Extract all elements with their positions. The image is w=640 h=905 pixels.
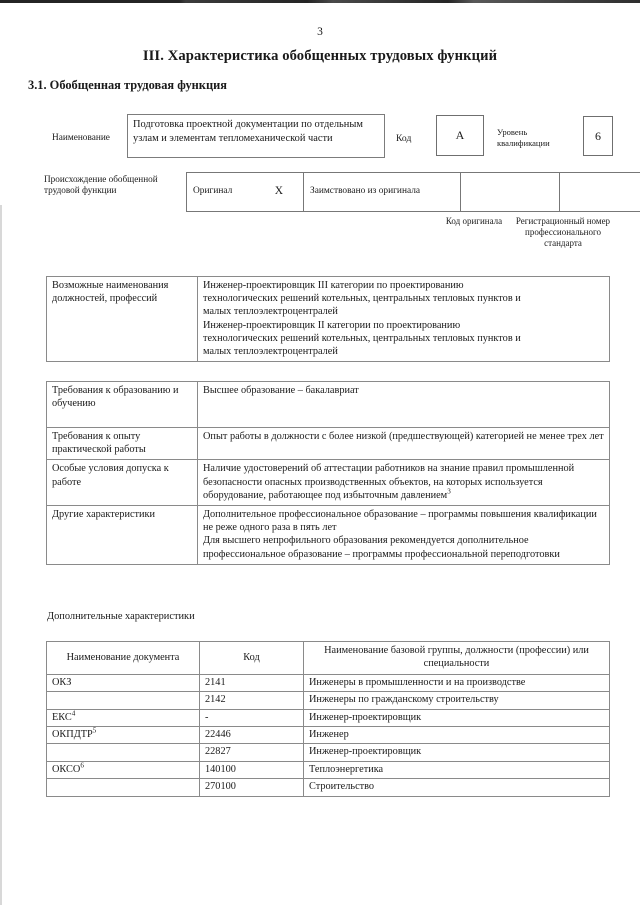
document-name: ЕКС	[52, 711, 72, 723]
cell-document	[47, 761, 200, 778]
cell-code: 2142	[200, 692, 304, 709]
footnote-marker: 3	[447, 487, 451, 496]
education-label: Требования к образованию и обучению	[47, 382, 198, 428]
cell-code: 270100	[200, 779, 304, 796]
table-row	[47, 277, 610, 362]
page-title: III. Характеристика обобщенных трудовых функций	[142, 48, 498, 64]
cell-code: 22446	[200, 727, 304, 744]
additional-characteristics-title: Дополнительные характеристики	[47, 611, 195, 622]
cell-document	[47, 692, 200, 709]
possible-names-table	[46, 276, 610, 362]
column-header-code: Код	[200, 642, 304, 675]
table-row	[47, 779, 610, 796]
table-row	[47, 382, 610, 428]
list-item: Инженер-проектировщик II категории по проектированию	[203, 319, 461, 331]
column-header-document: Наименование документа	[47, 642, 200, 675]
origin-table	[186, 172, 640, 212]
cell-code: 140100	[200, 761, 304, 778]
table-row	[47, 709, 610, 726]
cell-group: Теплоэнергетика	[304, 761, 610, 778]
cell-document	[47, 727, 200, 744]
cell-document	[47, 709, 200, 726]
special-conditions-text: Наличие удостоверений об аттестации работников на знание правил промышленной безопасности опасных производственных объектов, на которых используется оборудование, работающее под избыточным давлением	[203, 463, 575, 501]
cell-group: Инженеры в промышленности и на производстве	[304, 674, 610, 691]
table-row	[47, 428, 610, 460]
cell-document	[47, 674, 200, 691]
origin-label: Происхождение обобщенной трудовой функции	[44, 174, 158, 196]
origin-borrowed-cell: Заимствовано из оригинала	[304, 173, 461, 212]
name-label: Наименование	[52, 133, 110, 143]
page-number: 3	[317, 26, 323, 38]
qualification-level-value-box: 6	[583, 116, 613, 156]
table-row	[47, 692, 610, 709]
cell-group: Инженер-проектировщик	[304, 709, 610, 726]
footnote-marker: 4	[71, 709, 76, 718]
code-label: Код	[396, 133, 412, 144]
table-body	[47, 674, 610, 796]
cell-group: Инженер	[304, 727, 610, 744]
cell-group: Инженер-проектировщик	[304, 744, 610, 761]
experience-value: Опыт работы в должности с более низкой (предшествующей) категорией не менее трех лет	[198, 428, 610, 460]
special-conditions-value	[198, 460, 610, 506]
origin-code-cell	[461, 173, 560, 212]
table-row	[47, 506, 610, 565]
document-name: ОКПДТР	[52, 729, 93, 741]
list-item: технологических решений котельных, центральных тепловых пунктов и	[203, 293, 521, 305]
cell-code: 22827	[200, 744, 304, 761]
origin-regnumber-cell	[560, 173, 640, 212]
possible-names-label: Возможные наименования должностей, профессий	[47, 277, 198, 362]
code-value-box: A	[436, 115, 484, 156]
education-value: Высшее образование – бакалавриат	[198, 382, 610, 428]
experience-label: Требования к опыту практической работы	[47, 428, 198, 460]
origin-original-cell	[187, 173, 304, 212]
table-row	[47, 761, 610, 778]
requirements-table	[46, 381, 610, 565]
footnote-marker: 5	[92, 726, 97, 735]
cell-code: 2141	[200, 674, 304, 691]
table-row	[47, 744, 610, 761]
cell-document	[47, 779, 200, 796]
cell-code: -	[200, 709, 304, 726]
list-item: Инженер-проектировщик III категории по проектированию	[203, 280, 464, 291]
cell-group: Инженеры по гражданскому строительству	[304, 692, 610, 709]
qualification-level-label: Уровень квалификации	[497, 127, 550, 148]
origin-row	[187, 173, 640, 212]
column-header-group: Наименование базовой группы, должности (профессии) или специальности	[304, 642, 610, 675]
list-item: малых теплоэлектроцентралей	[203, 346, 338, 358]
origin-code-caption: Код оригинала	[445, 216, 503, 226]
list-item: малых теплоэлектроцентралей	[203, 306, 338, 318]
cell-group: Строительство	[304, 779, 610, 796]
document-name: ОКСО	[52, 763, 81, 775]
other-characteristics-label: Другие характеристики	[47, 506, 198, 565]
list-item: Для высшего непрофильного образования рекомендуется дополнительное профессиональное образование – программы профессиональной переподготовки	[203, 535, 560, 560]
cell-document	[47, 744, 200, 761]
origin-original-mark: X	[274, 185, 283, 198]
origin-regnumber-caption: Регистрационный номер профессионального стандарта	[515, 216, 611, 249]
section-title: 3.1. Обобщенная трудовая функция	[28, 78, 227, 92]
table-header	[47, 642, 610, 675]
other-characteristics-value	[198, 506, 610, 565]
table-header-row	[47, 642, 610, 675]
footnote-marker: 6	[80, 761, 84, 770]
table-row	[47, 674, 610, 691]
additional-characteristics-table	[46, 641, 610, 797]
special-conditions-label: Особые условия допуска к работе	[47, 460, 198, 506]
table-row	[47, 460, 610, 506]
origin-original-label: Оригинал	[193, 186, 233, 197]
name-value-box: Подготовка проектной документации по отдельным узлам и элементам тепломеханической части	[127, 114, 385, 158]
list-item: Дополнительное профессиональное образование – программы повышения квалификации не реже одного раза в пять лет	[203, 509, 597, 534]
document-name: ОКЗ	[52, 676, 72, 688]
table-row	[47, 727, 610, 744]
list-item: технологических решений котельных, центральных тепловых пунктов и	[203, 332, 521, 344]
possible-names-value	[198, 277, 610, 362]
